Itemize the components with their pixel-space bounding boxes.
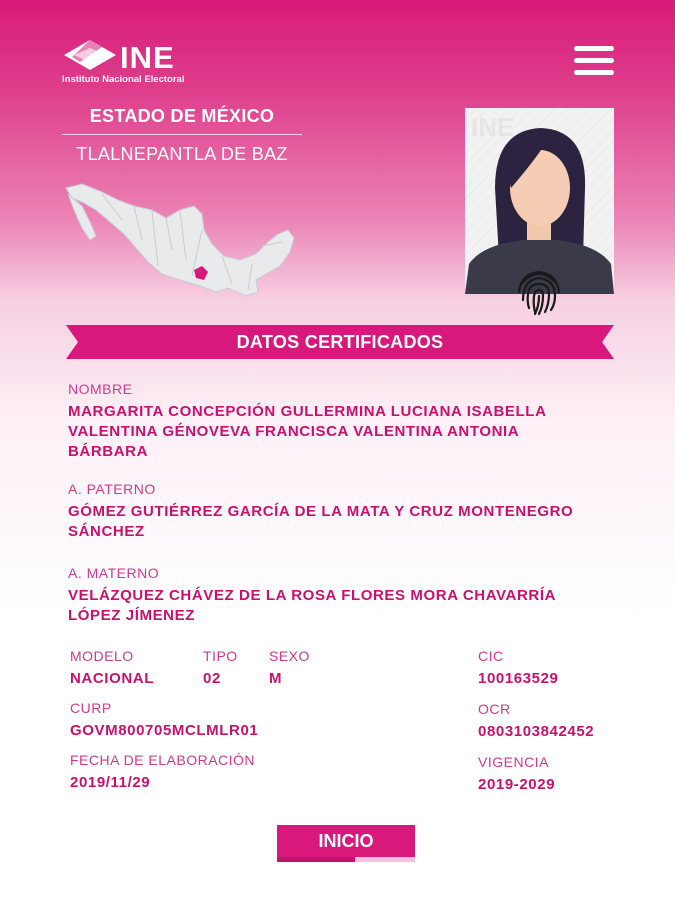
vigencia-value: 2019-2029 (478, 776, 556, 793)
state-name: ESTADO DE MÉXICO (89, 106, 275, 126)
fecha-value: 2019/11/29 (70, 774, 151, 791)
nombre-label: NOMBRE (68, 381, 133, 397)
ocr-label: OCR (478, 701, 511, 717)
fingerprint-icon (511, 262, 567, 318)
materno-value-line-1: VELÁZQUEZ CHÁVEZ DE LA ROSA FLORES MORA CHAVARRÍA (68, 587, 557, 604)
cic-value: 100163529 (478, 670, 559, 687)
modelo-value: NACIONAL (70, 670, 154, 687)
menu-bar (574, 70, 614, 75)
ocr-value: 0803103842452 (478, 723, 595, 740)
nombre-value-line-1: MARGARITA CONCEPCIÓN GULLERMINA LUCIANA ISABELLA (68, 403, 547, 420)
vigencia-label: VIGENCIA (478, 754, 549, 770)
materno-label: A. MATERNO (68, 565, 160, 581)
municipality-name: TLALNEPANTLA DE BAZ (76, 144, 288, 164)
location-divider (62, 134, 302, 135)
menu-bar (574, 46, 614, 51)
mexico-map-icon (62, 180, 302, 305)
hamburger-menu-icon[interactable] (574, 46, 614, 78)
logo-subtitle: Instituto Nacional Electoral (62, 74, 185, 85)
logo-text: INE (120, 40, 175, 75)
curp-label: CURP (70, 700, 112, 716)
nombre-value-line-3: BÁRBARA (68, 443, 149, 460)
paterno-value-line-1: GÓMEZ GUTIÉRREZ GARCÍA DE LA MATA Y CRUZ MONTENEGRO (68, 503, 574, 520)
ine-logo-mark-icon (62, 38, 118, 72)
sexo-label: SEXO (269, 648, 310, 664)
curp-value: GOVM800705MCLMLR01 (70, 722, 259, 739)
modelo-label: MODELO (70, 648, 134, 664)
nombre-value-line-2: VALENTINA GÉNOVEVA FRANCISCA VALENTINA ANTONIA (68, 423, 520, 440)
tipo-value: 02 (203, 670, 221, 687)
sexo-value: M (269, 670, 283, 687)
section-banner (66, 325, 614, 359)
paterno-value-line-2: SÁNCHEZ (68, 523, 145, 540)
paterno-label: A. PATERNO (68, 481, 156, 497)
ine-logo (62, 38, 232, 88)
inicio-button-wrapper (277, 825, 415, 863)
photo-watermark: INE (471, 112, 515, 142)
inicio-button[interactable]: INICIO (277, 825, 415, 857)
cic-label: CIC (478, 648, 504, 664)
inicio-button-underline-accent (277, 857, 355, 862)
menu-bar (574, 58, 614, 63)
tipo-label: TIPO (203, 648, 238, 664)
section-title: DATOS CERTIFICADOS (236, 332, 444, 352)
fecha-label: FECHA DE ELABORACIÓN (70, 752, 256, 768)
materno-value-line-2: LÓPEZ JÍMENEZ (68, 607, 195, 624)
